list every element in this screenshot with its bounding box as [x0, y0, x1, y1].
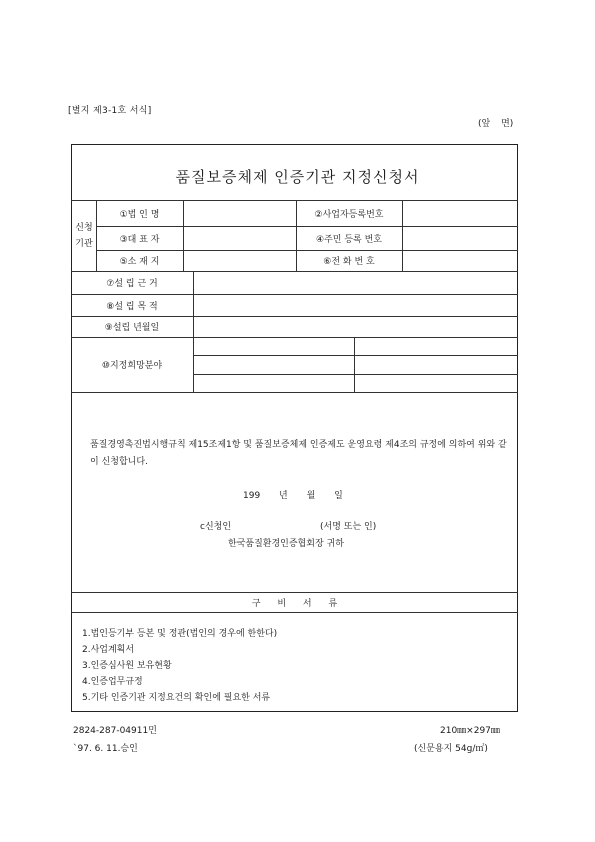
desired-field-input[interactable]: [194, 374, 354, 392]
paper-type: (신문용지 54g/㎡): [414, 744, 488, 754]
address-field[interactable]: [184, 250, 296, 271]
establishment-purpose-label: ⑧설 립 목 적: [106, 301, 158, 312]
desired-field-input[interactable]: [355, 374, 518, 392]
applicant-group-label-bottom: 기관: [75, 238, 93, 249]
page-side-label: (앞 면): [478, 119, 514, 129]
applicant-group-label: [72, 200, 96, 271]
documents-header: 구 비 서 류: [251, 599, 338, 609]
establishment-basis-field[interactable]: [194, 271, 518, 294]
signature-note: (서명 또는 인): [320, 522, 377, 532]
corporation-name-label: ①법 인 명: [119, 209, 160, 220]
divider: [71, 612, 518, 613]
document-item: 3.인증심사원 보유현황: [82, 661, 172, 671]
desired-field-input[interactable]: [194, 337, 354, 355]
address-label: ⑤소 재 지: [119, 257, 160, 267]
business-registration-label: ②사업자등록번호: [314, 209, 384, 220]
application-statement: 품질경영촉진법시행규칙 제15조제1항 및 품질보증체제 인증제도 운영요령 제4조의 규정에 의하여 위와 같이 신청합니다.: [90, 440, 507, 467]
document-item: 4.인증업무규정: [82, 677, 143, 687]
form-code: 2824-287-04911민: [73, 726, 157, 736]
business-registration-field[interactable]: [403, 200, 518, 226]
document-item: 2.사업계획서: [82, 645, 135, 655]
establishment-date-field[interactable]: [194, 316, 518, 337]
document-item: 1.법인등기부 등본 및 정관(법인의 경우에 한한다): [82, 629, 278, 639]
establishment-purpose-field[interactable]: [194, 294, 518, 316]
paper-size: 210㎜×297㎜: [440, 726, 500, 736]
addressee: 한국품질환경인증협회장 귀하: [228, 539, 344, 549]
date-line: 199 년 월 일: [243, 491, 343, 501]
divider: [71, 392, 518, 393]
document-item: 5.기타 인증기관 지정요건의 확인에 필요한 서류: [82, 693, 271, 703]
representative-field[interactable]: [184, 226, 296, 250]
corporation-name-field[interactable]: [184, 200, 296, 226]
resident-number-label: ④주민 등록 번호: [316, 234, 382, 245]
representative-label: ③대 표 자: [119, 234, 160, 245]
desired-field-input[interactable]: [355, 337, 518, 355]
approval-date: `97. 6. 11.승인: [73, 744, 138, 754]
resident-number-field[interactable]: [403, 226, 518, 250]
phone-number-label: ⑥전 화 번 호: [323, 257, 375, 267]
applicant-signature-label: c신청인: [200, 522, 232, 532]
establishment-date-label: ⑨설립 년월일: [104, 323, 160, 333]
phone-number-field[interactable]: [403, 250, 518, 271]
applicant-group-label-top: 신청: [75, 222, 93, 233]
form-number-label: [별지 제3-1호 서식]: [68, 106, 152, 116]
establishment-basis-label: ⑦설 립 근 거: [106, 279, 158, 289]
desired-field-label: ⑩지정희망분야: [101, 361, 163, 371]
desired-field-input[interactable]: [355, 355, 518, 374]
desired-field-input[interactable]: [194, 355, 354, 374]
form-title: 품질보증체제 인증기관 지정신청서: [175, 168, 420, 186]
